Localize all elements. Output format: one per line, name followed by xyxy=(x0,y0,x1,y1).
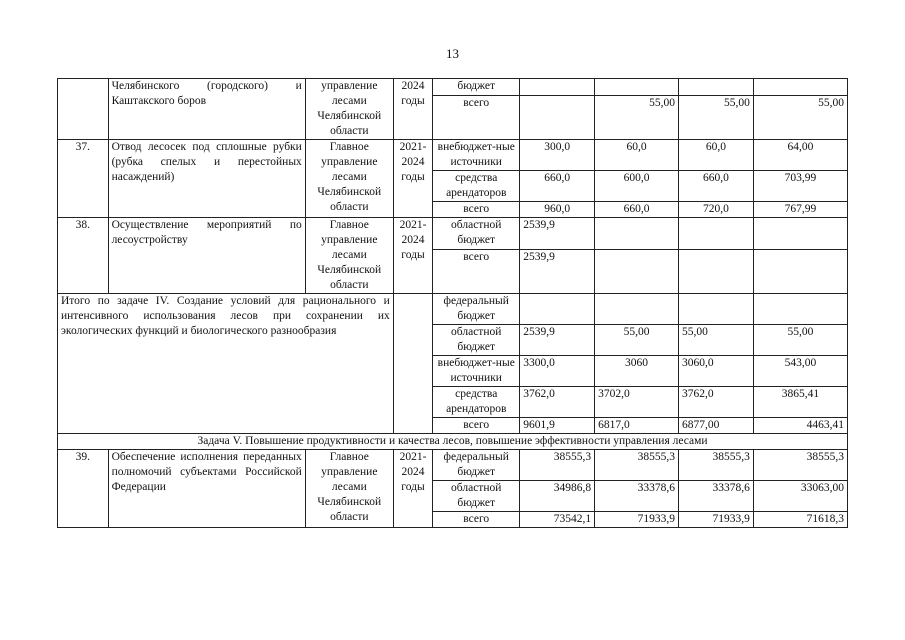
cell-period: 2024 годы xyxy=(393,79,432,140)
cell-value: 60,0 xyxy=(595,140,679,171)
cell-value: 703,99 xyxy=(753,171,847,202)
cell-value: 38555,3 xyxy=(679,450,754,481)
cell-period: 2021-2024 годы xyxy=(393,218,432,294)
cell-value xyxy=(753,79,847,96)
cell-value: 660,0 xyxy=(520,171,595,202)
cell-num xyxy=(58,79,109,140)
cell-source: федеральный бюджет xyxy=(433,450,520,481)
cell-value xyxy=(520,294,595,325)
cell-value: 3762,0 xyxy=(679,387,754,418)
cell-value xyxy=(753,294,847,325)
funding-table xyxy=(57,78,848,528)
cell-source: внебюджет-ные источники xyxy=(433,356,520,387)
cell-value: 300,0 xyxy=(520,140,595,171)
table-row xyxy=(58,294,848,325)
cell-value: 3762,0 xyxy=(520,387,595,418)
cell-value xyxy=(679,294,754,325)
table-row xyxy=(58,218,848,250)
cell-value: 60,0 xyxy=(679,140,754,171)
cell-value: 71933,9 xyxy=(595,512,679,528)
cell-name: Осуществление мероприятий по лесоустройству xyxy=(108,218,305,294)
table-row xyxy=(58,140,848,171)
cell-value: 38555,3 xyxy=(520,450,595,481)
table-row xyxy=(58,434,848,450)
cell-source: областной бюджет xyxy=(433,481,520,512)
cell-value: 2539,9 xyxy=(520,325,595,356)
cell-value: 55,00 xyxy=(679,96,754,140)
cell-value: 2539,9 xyxy=(520,250,595,294)
cell-executor: Главное управление лесами Челябинской области xyxy=(305,218,393,294)
cell-value: 720,0 xyxy=(679,202,754,218)
cell-value: 33378,6 xyxy=(595,481,679,512)
cell-value: 2539,9 xyxy=(520,218,595,250)
cell-value: 55,00 xyxy=(595,96,679,140)
cell-value: 55,00 xyxy=(595,325,679,356)
cell-source: средства арендаторов xyxy=(433,171,520,202)
cell-value: 3300,0 xyxy=(520,356,595,387)
cell-source: всего xyxy=(433,202,520,218)
cell-value: 960,0 xyxy=(520,202,595,218)
cell-source: внебюджет-ные источники xyxy=(433,140,520,171)
cell-executor: управление лесами Челябинской области xyxy=(305,79,393,140)
cell-value: 73542,1 xyxy=(520,512,595,528)
cell-value: 3060,0 xyxy=(679,356,754,387)
cell-value: 4463,41 xyxy=(753,418,847,434)
total-label: Итого по задаче IV. Создание условий для рационального и интенсивного использования лесов при сохранении их экологических функций и биологического разнообразия xyxy=(58,294,394,434)
cell-num: 38. xyxy=(58,218,109,294)
cell-period xyxy=(393,294,432,434)
cell-executor: Главное управление лесами Челябинской области xyxy=(305,140,393,218)
cell-source: областной бюджет xyxy=(433,325,520,356)
cell-period: 2021-2024 годы xyxy=(393,450,432,528)
cell-value xyxy=(595,79,679,96)
cell-value: 71933,9 xyxy=(679,512,754,528)
cell-name: Обеспечение исполнения переданных полномочий субъектами Российской Федерации xyxy=(108,450,305,528)
cell-value: 55,00 xyxy=(753,325,847,356)
cell-value: 38555,3 xyxy=(753,450,847,481)
cell-num: 37. xyxy=(58,140,109,218)
cell-value xyxy=(679,250,754,294)
cell-source: областной бюджет xyxy=(433,218,520,250)
cell-period: 2021-2024 годы xyxy=(393,140,432,218)
cell-value: 71618,3 xyxy=(753,512,847,528)
cell-value: 660,0 xyxy=(595,202,679,218)
cell-executor: Главное управление лесами Челябинской области xyxy=(305,450,393,528)
cell-value: 64,00 xyxy=(753,140,847,171)
cell-value: 767,99 xyxy=(753,202,847,218)
cell-value xyxy=(679,218,754,250)
cell-source: бюджет xyxy=(433,79,520,96)
section-header: Задача V. Повышение продуктивности и качества лесов, повышение эффективности управления лесами xyxy=(58,434,848,450)
cell-value: 38555,3 xyxy=(595,450,679,481)
page-number: 13 xyxy=(446,46,459,61)
cell-value: 3060 xyxy=(595,356,679,387)
cell-value: 33063,00 xyxy=(753,481,847,512)
cell-value: 660,0 xyxy=(679,171,754,202)
cell-source: всего xyxy=(433,96,520,140)
cell-value xyxy=(753,250,847,294)
cell-value xyxy=(753,218,847,250)
cell-num: 39. xyxy=(58,450,109,528)
cell-source: всего xyxy=(433,250,520,294)
cell-value: 6817,0 xyxy=(595,418,679,434)
cell-value: 33378,6 xyxy=(679,481,754,512)
cell-value: 55,00 xyxy=(753,96,847,140)
cell-value xyxy=(595,294,679,325)
cell-source: федеральный бюджет xyxy=(433,294,520,325)
cell-name: Челябинского (городского) и Каштакского боров xyxy=(108,79,305,140)
cell-value: 34986,8 xyxy=(520,481,595,512)
cell-value: 55,00 xyxy=(679,325,754,356)
table-row xyxy=(58,450,848,481)
cell-value: 600,0 xyxy=(595,171,679,202)
table-row xyxy=(58,79,848,96)
cell-value: 6877,00 xyxy=(679,418,754,434)
cell-value xyxy=(679,79,754,96)
cell-value xyxy=(520,79,595,96)
cell-source: всего xyxy=(433,512,520,528)
cell-source: средства арендаторов xyxy=(433,387,520,418)
cell-source: всего xyxy=(433,418,520,434)
cell-value xyxy=(520,96,595,140)
cell-value: 9601,9 xyxy=(520,418,595,434)
cell-value: 3865,41 xyxy=(753,387,847,418)
cell-value xyxy=(595,218,679,250)
cell-value: 3702,0 xyxy=(595,387,679,418)
cell-name: Отвод лесосек под сплошные рубки (рубка спелых и перестойных насаждений) xyxy=(108,140,305,218)
cell-value: 543,00 xyxy=(753,356,847,387)
cell-value xyxy=(595,250,679,294)
